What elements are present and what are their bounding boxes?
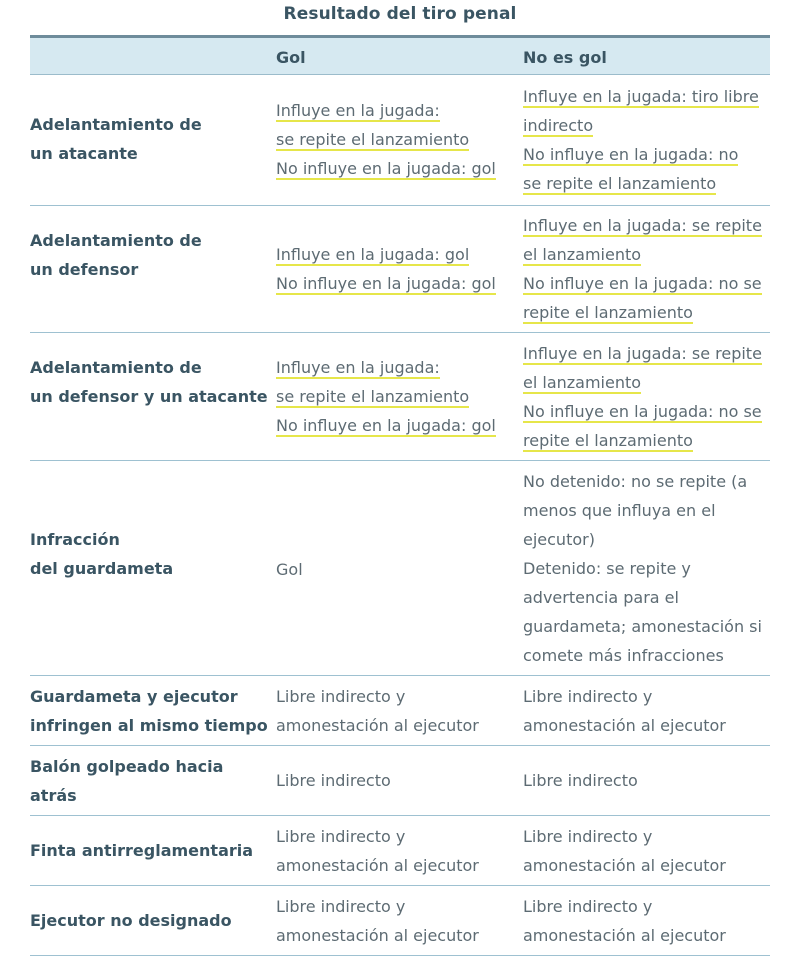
cell-no-gol bbox=[523, 892, 770, 950]
cell-line: amonestación al ejecutor bbox=[276, 856, 479, 875]
cell-line: amonestación al ejecutor bbox=[523, 856, 726, 875]
row-label-line: infringen al mismo tiempo bbox=[30, 716, 268, 735]
cell-line: No detenido: no se repite (a bbox=[523, 472, 748, 491]
cell-no-gol bbox=[523, 82, 770, 198]
row-label-line: del guardameta bbox=[30, 559, 174, 578]
cell-line: Influye en la jugada: tiro libre bbox=[523, 87, 759, 106]
cell-line: comete más infracciones bbox=[523, 646, 724, 665]
row-label-line: un defensor y un atacante bbox=[30, 387, 268, 406]
table-row bbox=[30, 461, 770, 676]
cell-line: Libre indirecto y bbox=[523, 687, 653, 706]
cell-gol bbox=[276, 822, 516, 880]
row-label-line: un atacante bbox=[30, 144, 138, 163]
row-label-line: Balón golpeado hacia bbox=[30, 757, 224, 776]
row-label-line: Ejecutor no designado bbox=[30, 911, 232, 930]
cell-gol bbox=[276, 240, 516, 298]
cell-line: Gol bbox=[276, 560, 303, 579]
row-label-line: Infracción bbox=[30, 530, 120, 549]
cell-no-gol bbox=[523, 682, 770, 740]
cell-line: Libre indirecto y bbox=[523, 827, 653, 846]
cell-line: Libre indirecto y bbox=[276, 827, 406, 846]
cell-gol bbox=[276, 96, 516, 183]
cell-line: Influye en la jugada: se repite bbox=[523, 216, 762, 235]
cell-no-gol bbox=[523, 822, 770, 880]
cell-gol bbox=[276, 766, 516, 795]
row-label-line: Adelantamiento de bbox=[30, 358, 202, 377]
cell-line: Influye en la jugada: bbox=[276, 101, 440, 120]
cell-line: se repite el lanzamiento bbox=[276, 130, 470, 149]
row-label bbox=[30, 906, 270, 935]
cell-line: No influye en la jugada: gol bbox=[276, 416, 496, 435]
row-label bbox=[30, 110, 270, 168]
cell-no-gol bbox=[523, 339, 770, 455]
cell-line: menos que influya en el bbox=[523, 501, 716, 520]
cell-line: Influye en la jugada: se repite bbox=[523, 344, 762, 363]
row-label bbox=[30, 353, 270, 411]
cell-gol bbox=[276, 892, 516, 950]
header-gol: Gol bbox=[276, 48, 306, 67]
row-label-line: Finta antirreglamentaria bbox=[30, 841, 254, 860]
cell-line: guardameta; amonestación si bbox=[523, 617, 762, 636]
row-label-line: atrás bbox=[30, 786, 77, 805]
table-row bbox=[30, 886, 770, 956]
cell-line: amonestación al ejecutor bbox=[276, 926, 479, 945]
cell-line: No influye en la jugada: no bbox=[523, 145, 739, 164]
cell-gol bbox=[276, 682, 516, 740]
cell-gol bbox=[276, 353, 516, 440]
cell-line: Influye en la jugada: gol bbox=[276, 245, 470, 264]
cell-line: amonestación al ejecutor bbox=[276, 716, 479, 735]
cell-line: se repite el lanzamiento bbox=[276, 387, 470, 406]
cell-no-gol bbox=[523, 211, 770, 327]
cell-line: No influye en la jugada: gol bbox=[276, 159, 496, 178]
table-row bbox=[30, 816, 770, 886]
cell-line: Libre indirecto bbox=[523, 771, 638, 790]
cell-line: advertencia para el bbox=[523, 588, 679, 607]
table-row bbox=[30, 676, 770, 746]
row-label bbox=[30, 682, 270, 740]
row-label bbox=[30, 836, 270, 865]
row-label-line: Adelantamiento de bbox=[30, 231, 202, 250]
cell-line: se repite el lanzamiento bbox=[523, 174, 717, 193]
cell-line: Libre indirecto y bbox=[523, 897, 653, 916]
cell-line: amonestación al ejecutor bbox=[523, 716, 726, 735]
cell-line: No influye en la jugada: gol bbox=[276, 274, 496, 293]
cell-line: repite el lanzamiento bbox=[523, 431, 693, 450]
cell-no-gol bbox=[523, 766, 770, 795]
row-label-line: Adelantamiento de bbox=[30, 115, 202, 134]
cell-line: el lanzamiento bbox=[523, 245, 642, 264]
cell-no-gol bbox=[523, 467, 770, 670]
table-row bbox=[30, 75, 770, 206]
cell-line: Libre indirecto y bbox=[276, 897, 406, 916]
row-label-line: un defensor bbox=[30, 260, 139, 279]
cell-line: Influye en la jugada: bbox=[276, 358, 440, 377]
table-header bbox=[30, 35, 770, 75]
table-row bbox=[30, 746, 770, 816]
cell-line: repite el lanzamiento bbox=[523, 303, 693, 322]
row-label bbox=[30, 525, 270, 583]
cell-line: Libre indirecto y bbox=[276, 687, 406, 706]
cell-line: Libre indirecto bbox=[276, 771, 391, 790]
table-row bbox=[30, 206, 770, 333]
row-label bbox=[30, 226, 270, 284]
cell-line: No influye en la jugada: no se bbox=[523, 402, 762, 421]
cell-gol bbox=[276, 555, 516, 584]
row-label-line: Guardameta y ejecutor bbox=[30, 687, 238, 706]
cell-line: No influye en la jugada: no se bbox=[523, 274, 762, 293]
cell-line: el lanzamiento bbox=[523, 373, 642, 392]
cell-line: ejecutor) bbox=[523, 530, 595, 549]
table-row bbox=[30, 333, 770, 461]
header-no-gol: No es gol bbox=[523, 48, 607, 67]
cell-line: amonestación al ejecutor bbox=[523, 926, 726, 945]
table-title: Resultado del tiro penal bbox=[283, 4, 517, 24]
row-label bbox=[30, 752, 270, 810]
cell-line: indirecto bbox=[523, 116, 594, 135]
penalty-result-table bbox=[30, 35, 770, 956]
cell-line: Detenido: se repite y bbox=[523, 559, 691, 578]
